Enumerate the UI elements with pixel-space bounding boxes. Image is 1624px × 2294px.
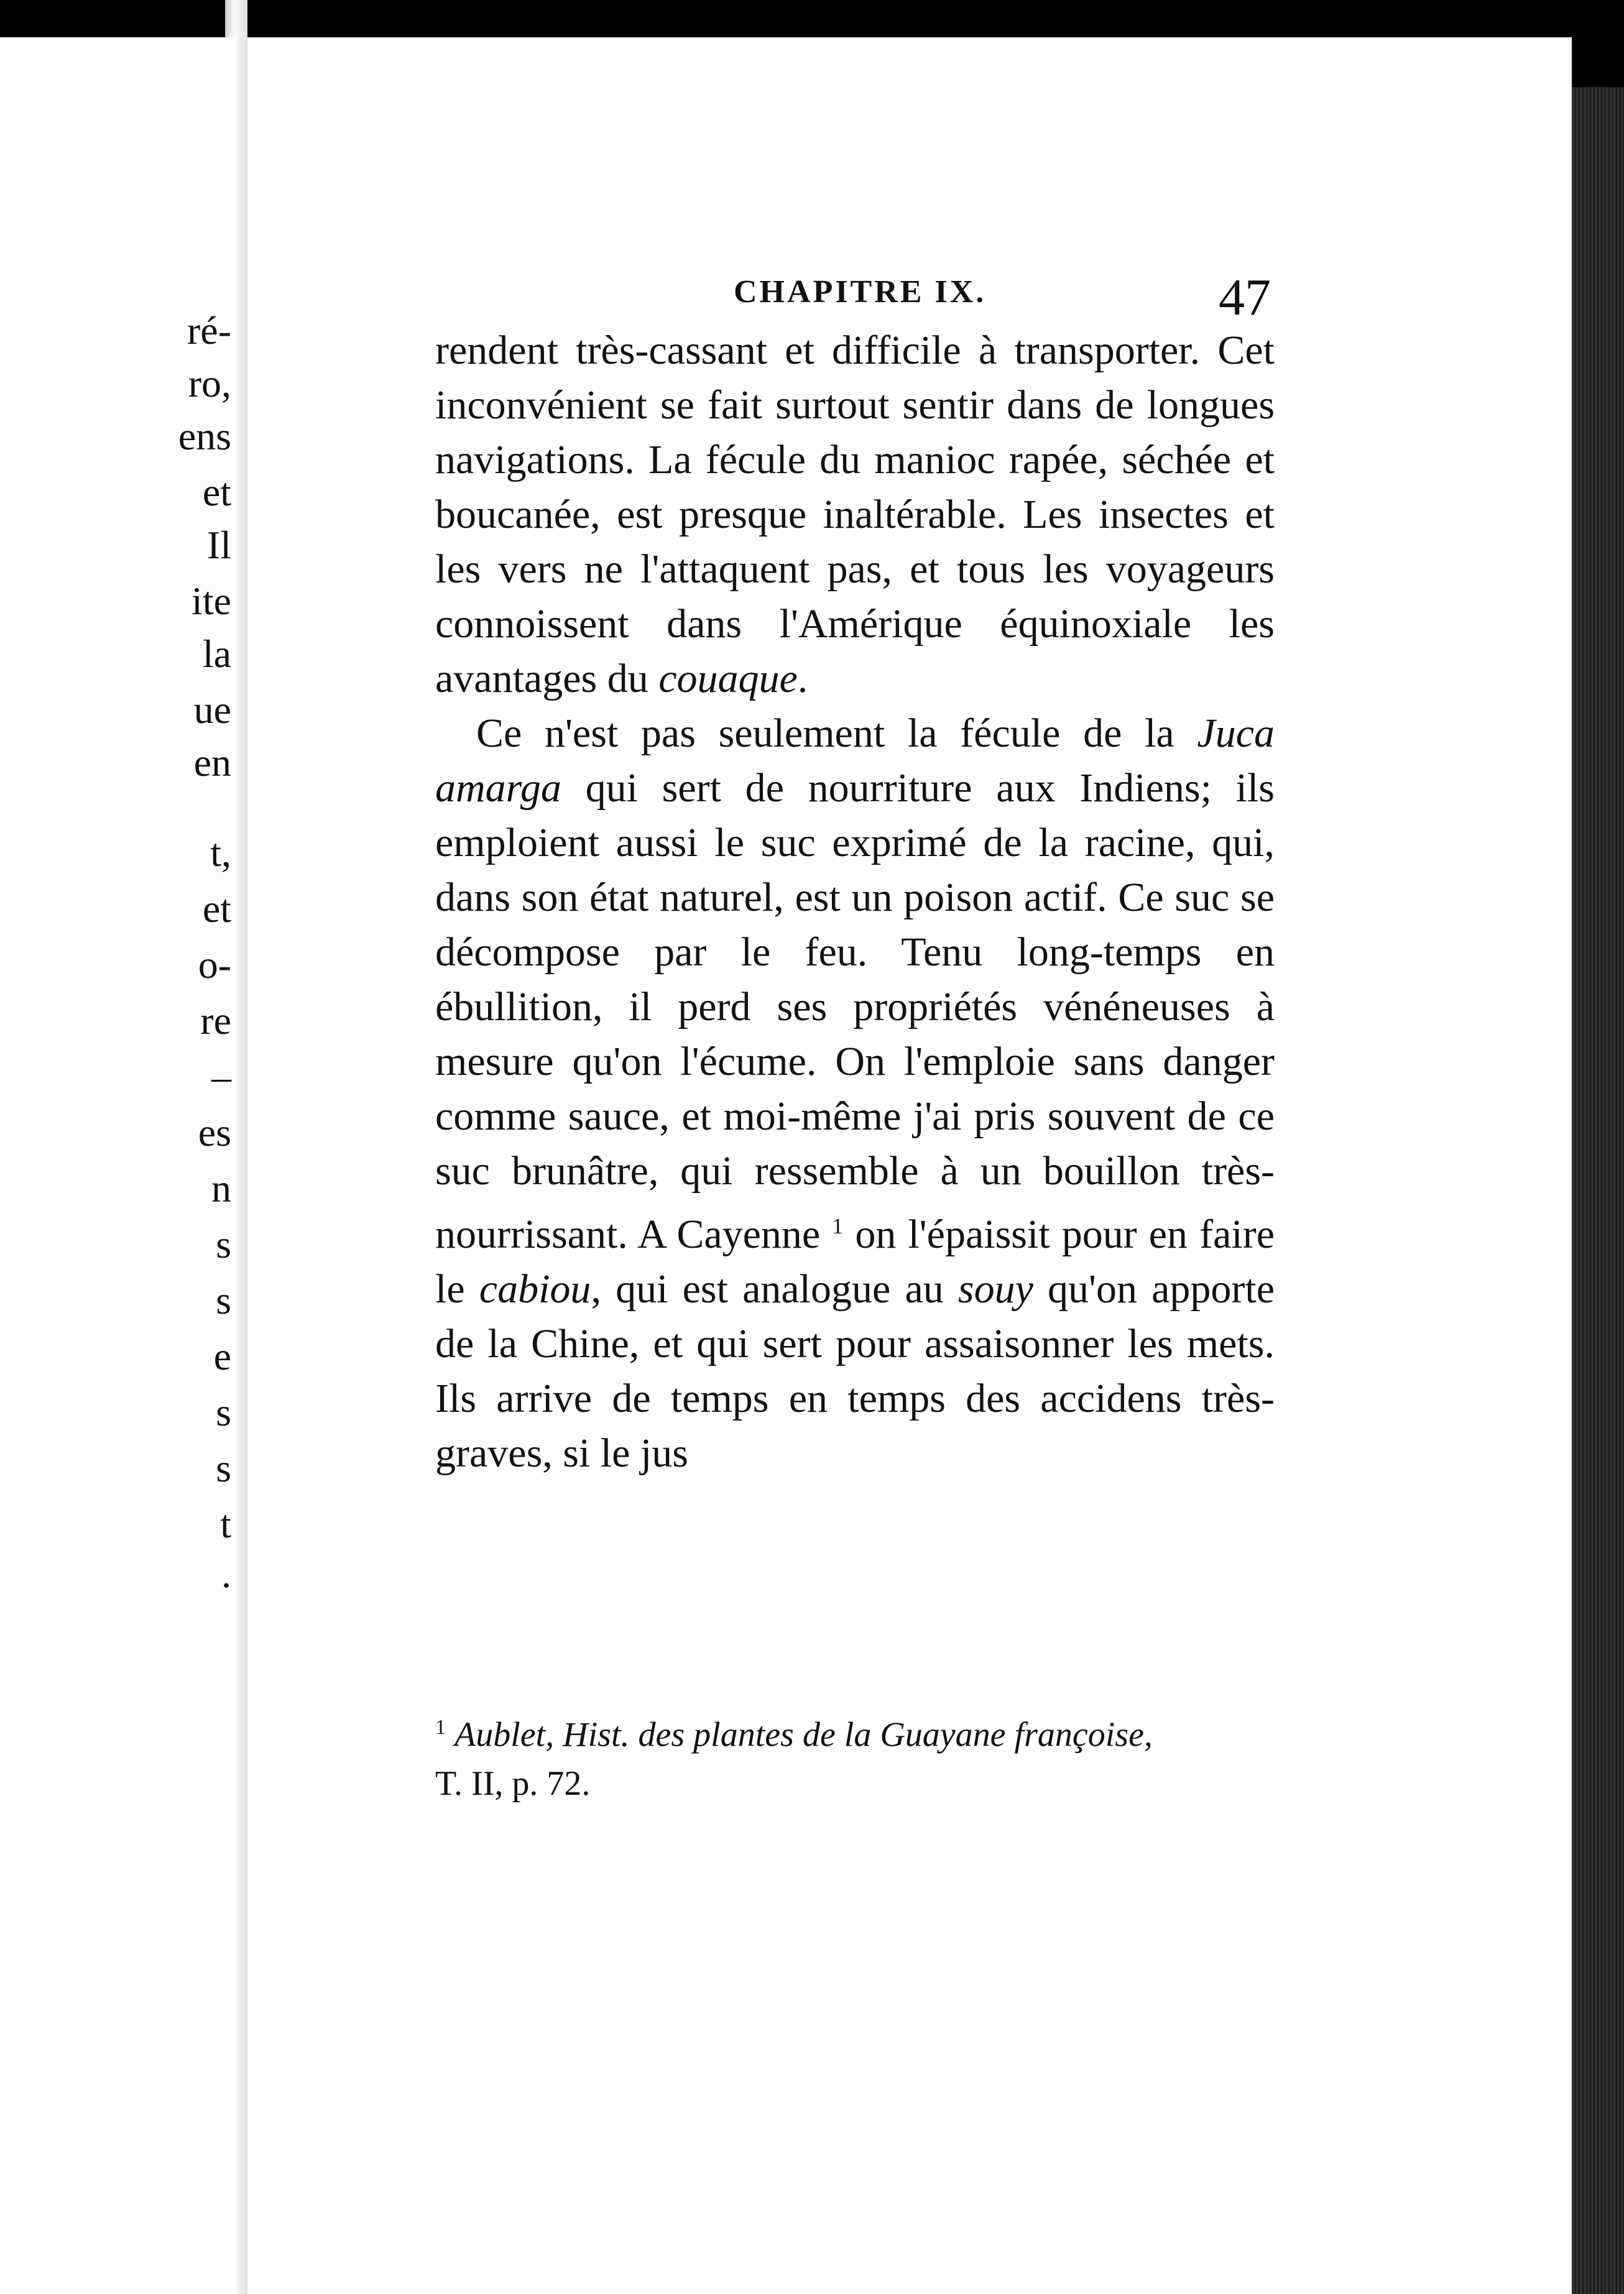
left-page-line-fragment: ens: [178, 414, 231, 458]
italic-run: cabiou: [479, 1266, 591, 1312]
left-page-line-fragment: –: [211, 1054, 231, 1099]
book-edge: [1572, 87, 1624, 2294]
left-page-line-fragment: s: [216, 1222, 231, 1266]
left-page-line-fragment: la: [202, 632, 231, 676]
footnote-marker: 1: [435, 1716, 446, 1739]
footnote-reference: T. II, p. 72.: [435, 1764, 591, 1803]
text-run: on l'épaissit pour en faire le: [435, 1212, 1275, 1312]
left-page-line-fragment: s: [216, 1446, 231, 1490]
left-page-line-fragment: ré-: [187, 308, 231, 352]
left-page-line-fragment: en: [193, 740, 231, 785]
footnote: [435, 1703, 1275, 1808]
left-page-line-fragment: .: [221, 1552, 231, 1596]
left-page-line-fragment: et: [202, 887, 231, 931]
left-page-line-fragment: ite: [191, 579, 231, 623]
italic-run: couaque: [658, 656, 798, 701]
left-page-line-fragment: ue: [193, 688, 231, 732]
paragraph: [435, 706, 1275, 1481]
left-page-line-fragment: et: [202, 470, 231, 514]
left-page-line-fragment: n: [211, 1166, 231, 1210]
left-page-line-fragment: s: [216, 1278, 231, 1322]
left-page-line-fragment: Il: [206, 523, 231, 567]
text-run: Ce n'est pas seulement la fécule de la: [476, 711, 1197, 756]
italic-run: souy: [957, 1266, 1033, 1312]
left-page-line-fragment: s: [216, 1390, 231, 1434]
left-page-line-fragment: e: [213, 1334, 231, 1378]
text-run: qu'on apporte de la Chine, et qui sert pour assaisonner les mets. Ils arrive de temps en temps des accidens très-graves, si le jus: [435, 1266, 1275, 1476]
footnote-ref-marker: 1: [832, 1214, 844, 1238]
left-page-line-fragment: ro,: [188, 361, 231, 405]
page-number: 47: [1219, 269, 1271, 326]
italic-run: Juca amarga: [435, 711, 1275, 811]
text-run: qui sert de nourriture aux Indiens; ils emploient aussi le suc exprimé de la racine, qui, dans son état naturel, est un poison actif. Ce suc se décompose par le feu. Tenu long-temps en ébullition, il perd ses propriétés vénéneuses à mesure qu'on l'écume. On l'emploie sans danger comme sauce, et moi-même j'ai pris souvent de ce suc brunâtre, qui ressemble à un bouillon très-nourrissant. A Cayenne: [435, 765, 1275, 1257]
body-text: [435, 323, 1275, 1481]
left-page-fragment: [0, 37, 236, 2294]
running-head: CHAPITRE IX.: [734, 274, 987, 310]
text-run: , qui est analogue au: [591, 1266, 958, 1312]
left-page-line-fragment: t: [220, 1502, 231, 1546]
text-run: .: [797, 656, 808, 701]
left-page-line-fragment: re: [200, 998, 231, 1043]
left-page-line-fragment: t,: [210, 831, 231, 875]
text-run: rendent très-cassant et difficile à transporter. Cet inconvénient se fait surtout sentir dans de longues navigations. La fécule du manioc rapée, séchée et boucanée, est presque inaltérable. Les insectes et les vers ne l'attaquent pas, et tous les voyageurs connoissent dans l'Amérique équinoxiale les avantages du: [435, 328, 1275, 701]
paragraph: [435, 323, 1275, 706]
footnote-text: Aublet, Hist. des plantes de la Guayane françoise,: [454, 1715, 1153, 1754]
left-page-line-fragment: o-: [198, 942, 231, 987]
left-page-line-fragment: es: [198, 1110, 231, 1154]
